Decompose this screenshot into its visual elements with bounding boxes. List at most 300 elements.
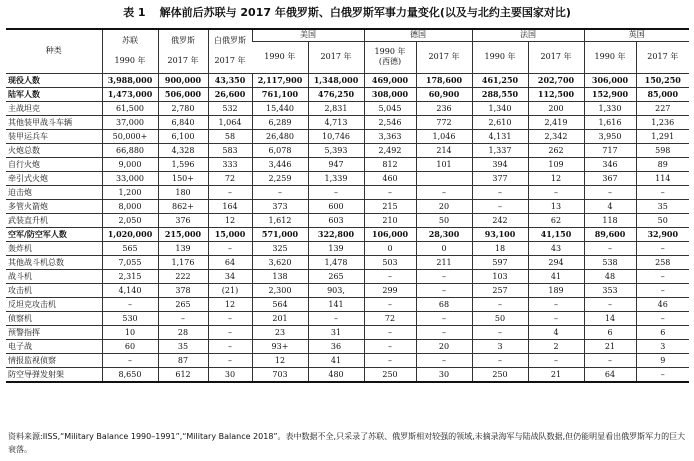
table-cell: 3	[636, 339, 689, 353]
table-cell: 31	[308, 325, 364, 339]
table-cell: 717	[584, 143, 636, 157]
table-cell: 571,000	[252, 227, 308, 241]
table-cell: –	[364, 297, 416, 311]
table-cell: 58	[208, 129, 252, 143]
table-cell: 322,800	[308, 227, 364, 241]
table-cell: 476,250	[308, 87, 364, 101]
table-cell: –	[472, 185, 528, 199]
table-cell: 903,	[308, 283, 364, 297]
table-cell: 222	[158, 269, 208, 283]
row-label: 战斗机	[6, 269, 102, 283]
table-cell: 2,259	[252, 171, 308, 185]
table-row	[6, 255, 689, 269]
table-cell: –	[416, 185, 472, 199]
table-cell: 0	[416, 241, 472, 255]
table-cell: 1,340	[472, 101, 528, 115]
table-cell: 85,000	[636, 87, 689, 101]
table-cell: 250	[472, 367, 528, 382]
row-label: 情报监视侦察	[6, 353, 102, 367]
table-cell: 20	[416, 199, 472, 213]
table-cell: –	[636, 311, 689, 325]
table-cell: 28,300	[416, 227, 472, 241]
row-label: 电子战	[6, 339, 102, 353]
table-cell: 3,950	[584, 129, 636, 143]
table-cell: –	[636, 367, 689, 382]
table-row	[6, 325, 689, 339]
table-cell: 50,000+	[102, 129, 158, 143]
table-row	[6, 73, 689, 87]
row-label: 现役人数	[6, 73, 102, 87]
table-cell: 9,000	[102, 157, 158, 171]
row-label: 预警指挥	[6, 325, 102, 339]
table-cell: 1,176	[158, 255, 208, 269]
table-cell: 48	[584, 269, 636, 283]
row-label: 火炮总数	[6, 143, 102, 157]
table-cell: 367	[584, 171, 636, 185]
table-cell: 4,140	[102, 283, 158, 297]
table-cell: 61,500	[102, 101, 158, 115]
table-cell: 3,446	[252, 157, 308, 171]
table-cell: 761,100	[252, 87, 308, 101]
table-cell: 5,045	[364, 101, 416, 115]
table-cell: 8,000	[102, 199, 158, 213]
table-cell: –	[364, 185, 416, 199]
table-cell: 106,000	[364, 227, 416, 241]
table-cell: 538	[584, 255, 636, 269]
table-cell: –	[364, 269, 416, 283]
table-cell: 8,650	[102, 367, 158, 382]
table-cell: –	[416, 311, 472, 325]
table-cell: 43,350	[208, 73, 252, 87]
table-cell: 530	[102, 311, 158, 325]
table-cell: 202,700	[528, 73, 584, 87]
table-cell: 1,330	[584, 101, 636, 115]
table-cell: –	[528, 353, 584, 367]
table-cell: 603	[308, 213, 364, 227]
table-cell: 1,236	[636, 115, 689, 129]
table-cell: 480	[308, 367, 364, 382]
table-cell: 12	[208, 213, 252, 227]
table-cell: –	[208, 325, 252, 339]
header-uk-1990: 1990 年	[584, 41, 636, 73]
table-cell: 109	[528, 157, 584, 171]
table-cell: 294	[528, 255, 584, 269]
table-row	[6, 101, 689, 115]
table-cell: 32,900	[636, 227, 689, 241]
header-usa: 美国	[252, 29, 364, 41]
table-cell: 4	[584, 199, 636, 213]
table-cell: 2,492	[364, 143, 416, 157]
table-cell: –	[416, 283, 472, 297]
table-row	[6, 157, 689, 171]
header-germany-2017: 2017 年	[416, 41, 472, 73]
table-cell: 60	[102, 339, 158, 353]
table-row	[6, 213, 689, 227]
table-cell: –	[102, 297, 158, 311]
row-label: 主战坦克	[6, 101, 102, 115]
table-cell: 150,250	[636, 73, 689, 87]
table-row	[6, 143, 689, 157]
table-cell: 597	[472, 255, 528, 269]
table-cell: –	[416, 325, 472, 339]
row-label: 反坦克攻击机	[6, 297, 102, 311]
table-cell: 178,600	[416, 73, 472, 87]
table-row	[6, 87, 689, 101]
table-cell: 215	[364, 199, 416, 213]
table-cell: 12	[252, 353, 308, 367]
table-cell: –	[102, 353, 158, 367]
table-cell: 288,550	[472, 87, 528, 101]
table-cell: 265	[158, 297, 208, 311]
table-cell: 564	[252, 297, 308, 311]
table-cell: 26,600	[208, 87, 252, 101]
table-cell: 34	[208, 269, 252, 283]
table-cell: 1,348,000	[308, 73, 364, 87]
table-cell: 1,046	[416, 129, 472, 143]
table-cell: 18	[472, 241, 528, 255]
table-cell: 10,746	[308, 129, 364, 143]
table-cell: –	[528, 297, 584, 311]
table-cell: 35	[158, 339, 208, 353]
table-cell: 262	[528, 143, 584, 157]
table-cell: 6,289	[252, 115, 308, 129]
table-cell: 201	[252, 311, 308, 325]
table-cell: 10	[102, 325, 158, 339]
table-cell: 50	[416, 213, 472, 227]
source-note: 资料来源:IISS,“Military Balance 1990–1991”,“Military Balance 2018”。表中数据不全,只采录了苏联、俄罗斯相对较强的领域,未摘录海军与陆战队数据,但仍能明显看出俄罗斯军力的巨大衰落。	[8, 432, 686, 454]
table-cell: 141	[308, 297, 364, 311]
header-ussr: 苏联 1990 年	[102, 29, 158, 73]
table-cell: 15,000	[208, 227, 252, 241]
table-cell: 598	[636, 143, 689, 157]
table-cell: 87	[158, 353, 208, 367]
table-cell: 532	[208, 101, 252, 115]
table-row	[6, 311, 689, 325]
header-category: 种类	[6, 29, 102, 73]
table-cell: 139	[158, 241, 208, 255]
table-cell: 14	[584, 311, 636, 325]
table-cell: 3	[472, 339, 528, 353]
table-cell: 50	[472, 311, 528, 325]
table-cell: 62	[528, 213, 584, 227]
table-cell: –	[528, 311, 584, 325]
table-cell: 0	[364, 241, 416, 255]
table-cell: 3,988,000	[102, 73, 158, 87]
row-label: 自行火炮	[6, 157, 102, 171]
row-label: 陆军人数	[6, 87, 102, 101]
table-cell: 2,610	[472, 115, 528, 129]
table-cell: 2,117,900	[252, 73, 308, 87]
table-cell: 200	[528, 101, 584, 115]
table-cell: 101	[416, 157, 472, 171]
table-cell: 394	[472, 157, 528, 171]
table-cell: 210	[364, 213, 416, 227]
row-label: 迫击炮	[6, 185, 102, 199]
table-cell: 1,596	[158, 157, 208, 171]
table-cell: 2,419	[528, 115, 584, 129]
table-cell: 2	[528, 339, 584, 353]
table-cell: 33,000	[102, 171, 158, 185]
table-cell: 1,339	[308, 171, 364, 185]
table-cell: 3,620	[252, 255, 308, 269]
header-usa-1990: 1990 年	[252, 41, 308, 73]
row-label: 多管火箭炮	[6, 199, 102, 213]
table-cell: 503	[364, 255, 416, 269]
table-cell: 258	[636, 255, 689, 269]
table-cell: 21	[528, 367, 584, 382]
table-cell: 6	[636, 325, 689, 339]
table-cell: 4	[528, 325, 584, 339]
table-cell: 461,250	[472, 73, 528, 87]
table-cell: –	[584, 353, 636, 367]
table-title-text: 解体前后苏联与 2017 年俄罗斯、白俄罗斯军事力量变化(以及与北约主要国家对比)	[159, 6, 571, 19]
row-label: 武装直升机	[6, 213, 102, 227]
table-cell: 333	[208, 157, 252, 171]
table-row	[6, 171, 689, 185]
table-cell: 13	[528, 199, 584, 213]
table-cell: 72	[364, 311, 416, 325]
table-cell: –	[472, 325, 528, 339]
table-cell: 64	[208, 255, 252, 269]
table-cell: 68	[416, 297, 472, 311]
header-germany: 德国	[364, 29, 472, 41]
table-cell: 1,478	[308, 255, 364, 269]
table-cell: 325	[252, 241, 308, 255]
table-cell: 2,546	[364, 115, 416, 129]
table-cell: 15,440	[252, 101, 308, 115]
table-cell: –	[308, 311, 364, 325]
table-cell: 353	[584, 283, 636, 297]
header-usa-2017: 2017 年	[308, 41, 364, 73]
table-row	[6, 367, 689, 382]
table-cell: –	[364, 339, 416, 353]
table-row	[6, 353, 689, 367]
table-row	[6, 269, 689, 283]
table-row	[6, 115, 689, 129]
table-cell: –	[472, 199, 528, 213]
table-cell	[416, 171, 472, 185]
table-cell: 373	[252, 199, 308, 213]
table-cell: 6,840	[158, 115, 208, 129]
table-cell: 112,500	[528, 87, 584, 101]
table-cell: –	[416, 353, 472, 367]
table-cell: 50	[636, 213, 689, 227]
table-cell: 506,000	[158, 87, 208, 101]
table-cell: –	[636, 269, 689, 283]
table-cell: –	[528, 185, 584, 199]
table-cell: 21	[584, 339, 636, 353]
table-cell: 12	[208, 297, 252, 311]
table-cell: 236	[416, 101, 472, 115]
table-cell: 600	[308, 199, 364, 213]
table-cell: 30	[208, 367, 252, 382]
table-cell: 43	[528, 241, 584, 255]
table-cell: 583	[208, 143, 252, 157]
table-cell: 3,363	[364, 129, 416, 143]
table-cell: 242	[472, 213, 528, 227]
table-cell: 35	[636, 199, 689, 213]
header-france-2017: 2017 年	[528, 41, 584, 73]
table-cell: 1,291	[636, 129, 689, 143]
table-cell: –	[472, 297, 528, 311]
table-number: 表 1	[123, 6, 146, 19]
table-cell: 150+	[158, 171, 208, 185]
table-cell: 6,078	[252, 143, 308, 157]
table-cell: 469,000	[364, 73, 416, 87]
table-cell: 72	[208, 171, 252, 185]
table-cell: 41	[528, 269, 584, 283]
table-row	[6, 129, 689, 143]
table-cell: –	[252, 185, 308, 199]
table-cell: 89	[636, 157, 689, 171]
table-cell: –	[416, 269, 472, 283]
table-cell: 20	[416, 339, 472, 353]
row-label: 轰炸机	[6, 241, 102, 255]
table-row	[6, 185, 689, 199]
row-label: 侦察机	[6, 311, 102, 325]
table-cell: 7,055	[102, 255, 158, 269]
row-label: 其他装甲战斗车辆	[6, 115, 102, 129]
row-label: 牵引式火炮	[6, 171, 102, 185]
table-cell: –	[584, 185, 636, 199]
table-cell: 612	[158, 367, 208, 382]
table-cell: 2,780	[158, 101, 208, 115]
table-cell: 376	[158, 213, 208, 227]
table-body	[6, 73, 689, 382]
table-cell: 46	[636, 297, 689, 311]
table-cell: –	[636, 185, 689, 199]
table-cell: 2,315	[102, 269, 158, 283]
table-cell: 2,831	[308, 101, 364, 115]
table-cell: –	[584, 241, 636, 255]
table-cell: 460	[364, 171, 416, 185]
table-cell: 26,480	[252, 129, 308, 143]
table-cell: 189	[528, 283, 584, 297]
table-cell: 257	[472, 283, 528, 297]
table-cell: –	[364, 353, 416, 367]
header-uk-2017: 2017 年	[636, 41, 689, 73]
table-cell: 947	[308, 157, 364, 171]
row-label: 其他战斗机总数	[6, 255, 102, 269]
header-france-1990: 1990 年	[472, 41, 528, 73]
table-cell: 703	[252, 367, 308, 382]
table-cell: –	[308, 185, 364, 199]
header-germany-1990: 1990 年 (西德)	[364, 41, 416, 73]
table-cell: 1,064	[208, 115, 252, 129]
table-cell: –	[364, 325, 416, 339]
table-cell: 6	[584, 325, 636, 339]
table-cell: 250	[364, 367, 416, 382]
table-cell: 37,000	[102, 115, 158, 129]
table-cell: 4,328	[158, 143, 208, 157]
table-cell: 4,713	[308, 115, 364, 129]
table-cell: 164	[208, 199, 252, 213]
table-cell: 227	[636, 101, 689, 115]
table-cell: 862+	[158, 199, 208, 213]
row-label: 装甲运兵车	[6, 129, 102, 143]
table-cell: 378	[158, 283, 208, 297]
header-uk: 英国	[584, 29, 689, 41]
table-cell: –	[636, 241, 689, 255]
table-cell: 772	[416, 115, 472, 129]
table-cell: 66,880	[102, 143, 158, 157]
table-cell: –	[472, 353, 528, 367]
table-cell: 28	[158, 325, 208, 339]
table-cell: 214	[416, 143, 472, 157]
row-label: 空军/防空军人数	[6, 227, 102, 241]
table-cell: 93+	[252, 339, 308, 353]
table-cell: 900,000	[158, 73, 208, 87]
table-cell: 812	[364, 157, 416, 171]
table-cell: 306,000	[584, 73, 636, 87]
table-cell: 2,050	[102, 213, 158, 227]
military-comparison-table	[6, 28, 689, 383]
table-cell: –	[158, 311, 208, 325]
table-cell: 377	[472, 171, 528, 185]
table-cell: 93,100	[472, 227, 528, 241]
table-cell: 565	[102, 241, 158, 255]
table-cell: 1,337	[472, 143, 528, 157]
table-cell: 41,150	[528, 227, 584, 241]
header-russia: 俄罗斯 2017 年	[158, 29, 208, 73]
table-row	[6, 283, 689, 297]
table-cell: 138	[252, 269, 308, 283]
table-cell: –	[636, 283, 689, 297]
table-row	[6, 199, 689, 213]
table-cell: 299	[364, 283, 416, 297]
table-cell: 89,600	[584, 227, 636, 241]
row-label: 防空导弹发射架	[6, 367, 102, 382]
table-cell: 118	[584, 213, 636, 227]
table-cell: 1,200	[102, 185, 158, 199]
header-belarus: 白俄罗斯 2017 年	[208, 29, 252, 73]
table-cell: 1,612	[252, 213, 308, 227]
table-cell: 180	[158, 185, 208, 199]
table-cell: –	[208, 241, 252, 255]
table-cell: –	[208, 353, 252, 367]
table-cell: 9	[636, 353, 689, 367]
table-cell: 152,900	[584, 87, 636, 101]
table-row	[6, 241, 689, 255]
table-cell: 60,900	[416, 87, 472, 101]
table-cell: 215,000	[158, 227, 208, 241]
table-cell: –	[208, 311, 252, 325]
table-cell: 265	[308, 269, 364, 283]
table-cell: –	[584, 297, 636, 311]
table-title	[0, 4, 694, 20]
table-cell: 4,131	[472, 129, 528, 143]
table-cell: 12	[528, 171, 584, 185]
table-cell: 64	[584, 367, 636, 382]
header-france: 法国	[472, 29, 584, 41]
table-row	[6, 227, 689, 241]
table-cell: 1,616	[584, 115, 636, 129]
table-cell: 308,000	[364, 87, 416, 101]
table-cell: 2,300	[252, 283, 308, 297]
table-cell: 30	[416, 367, 472, 382]
table-cell: 114	[636, 171, 689, 185]
table-cell: –	[208, 185, 252, 199]
table-cell: 6,100	[158, 129, 208, 143]
table-cell: 5,393	[308, 143, 364, 157]
table-cell: 23	[252, 325, 308, 339]
table-cell: 211	[416, 255, 472, 269]
table-cell: –	[208, 339, 252, 353]
table-cell: 41	[308, 353, 364, 367]
table-cell: 346	[584, 157, 636, 171]
table-row	[6, 297, 689, 311]
table-cell: 1,473,000	[102, 87, 158, 101]
